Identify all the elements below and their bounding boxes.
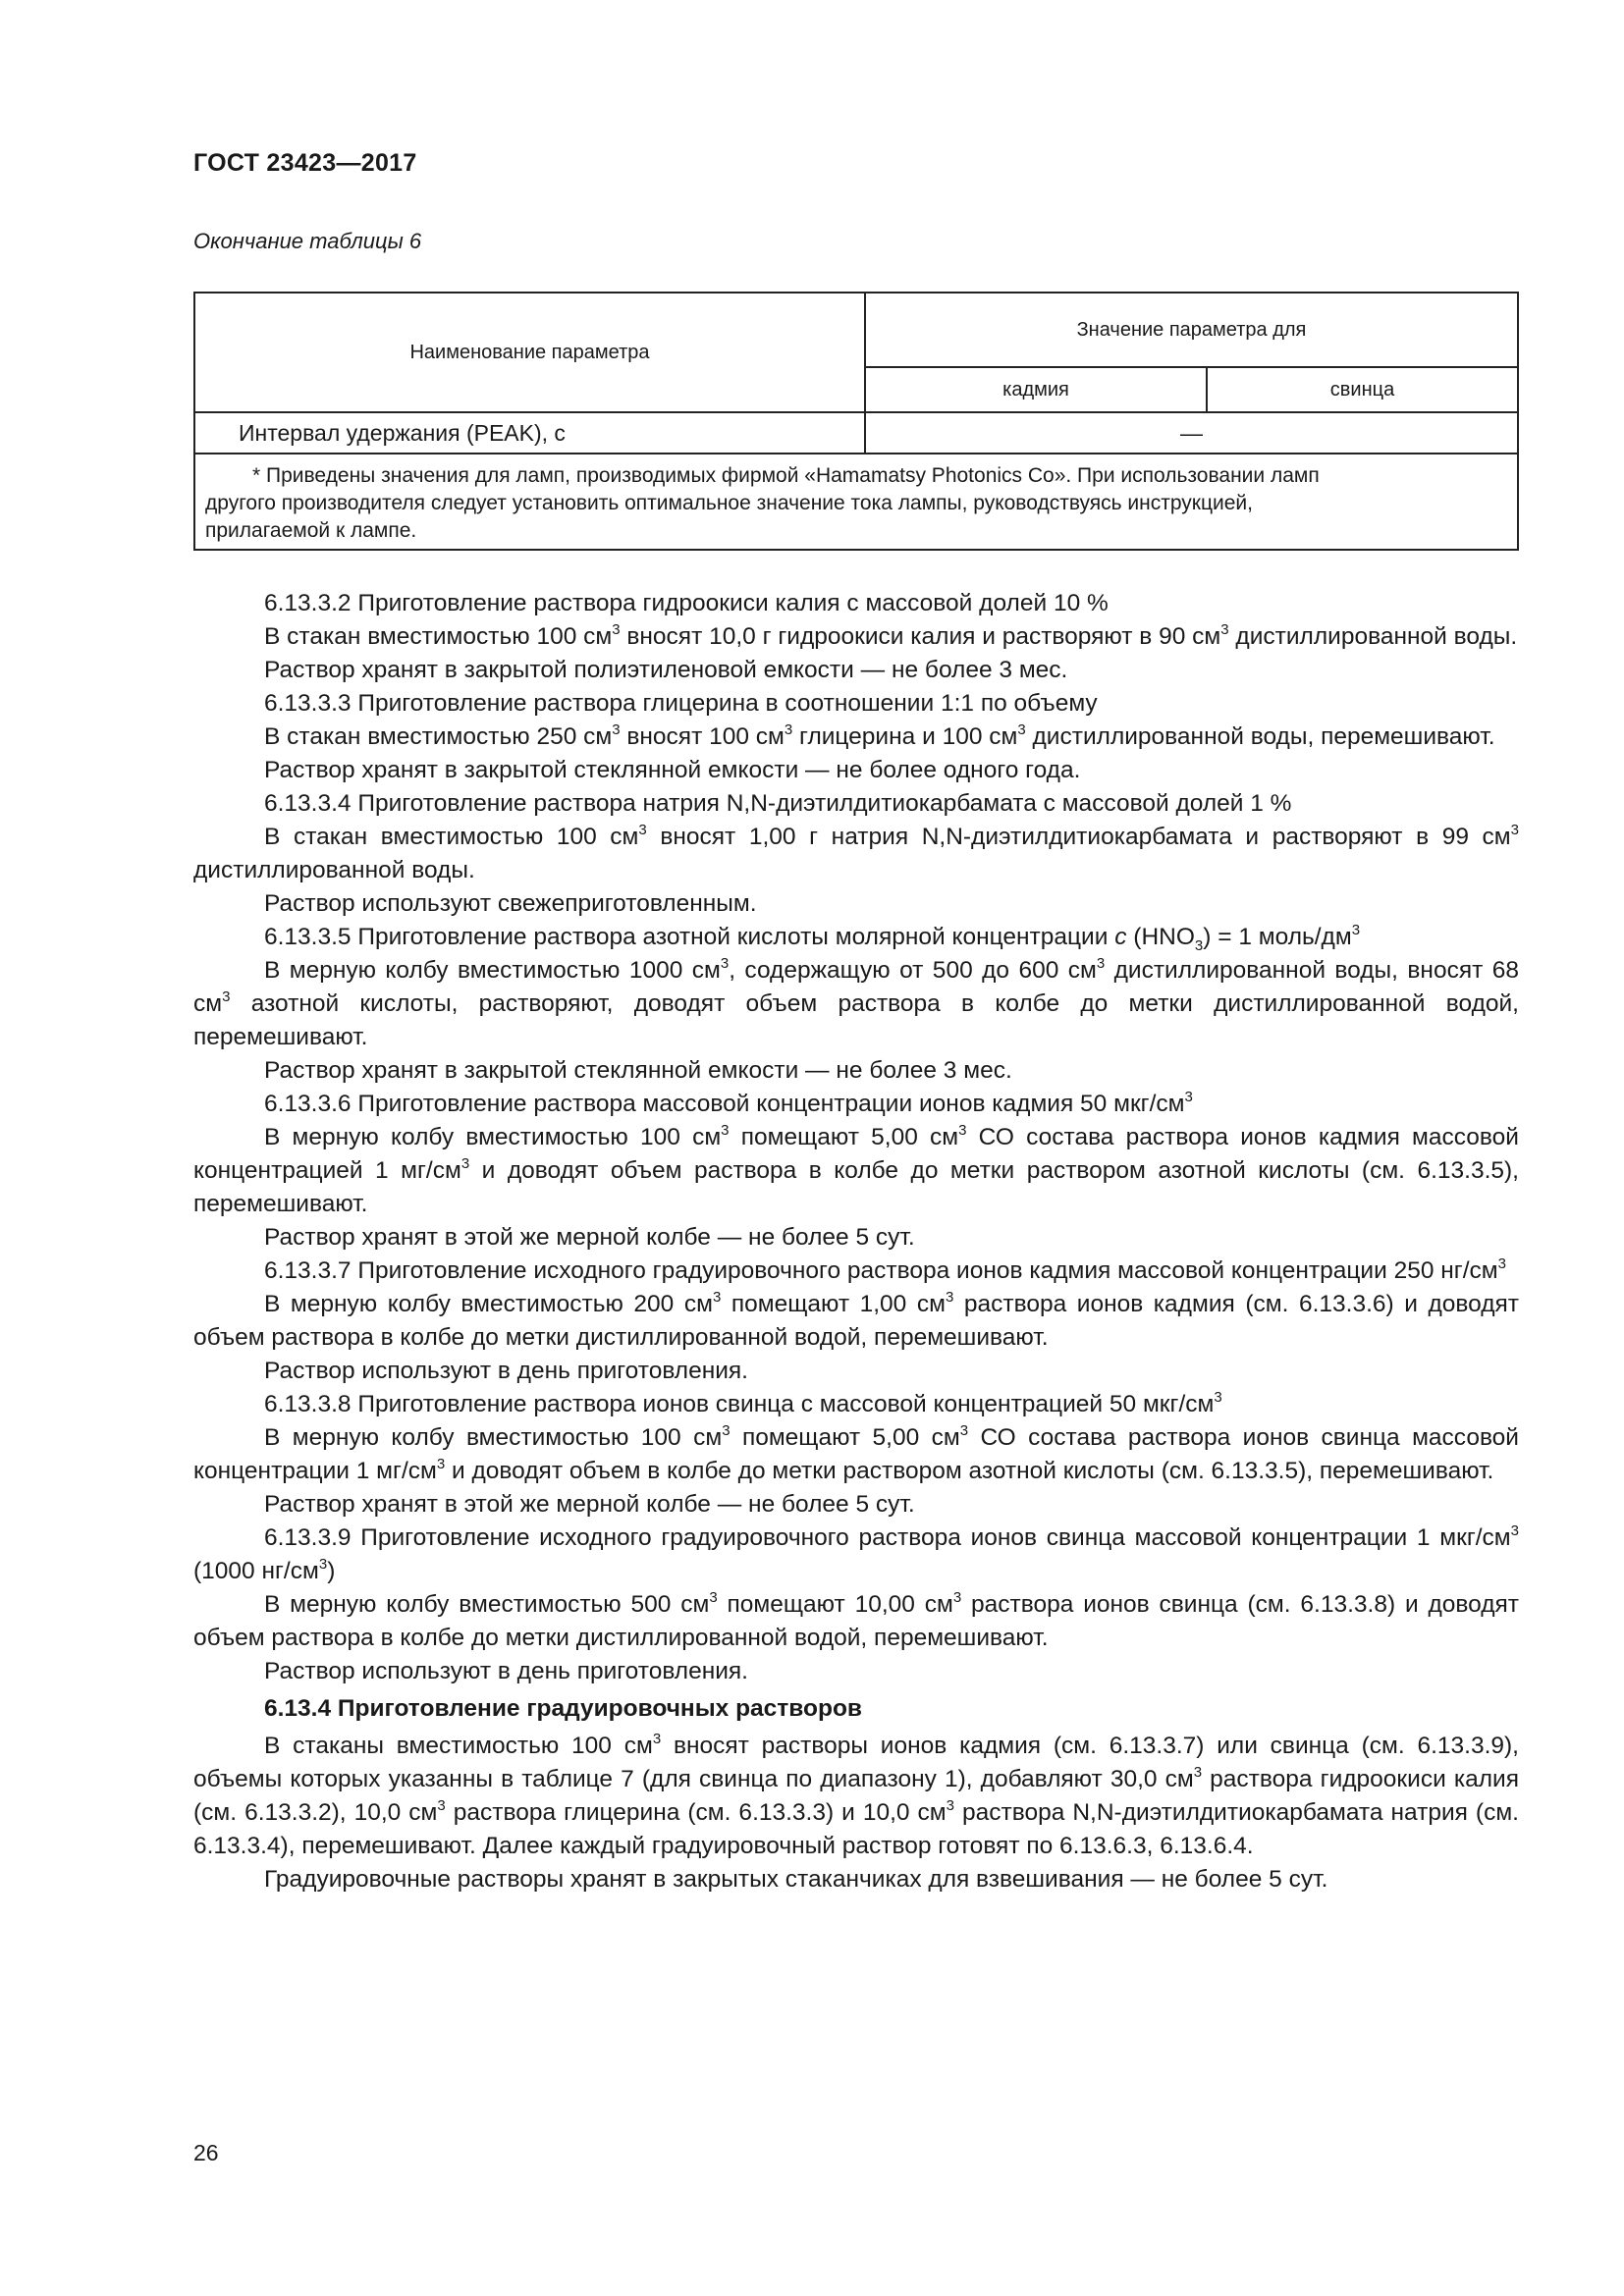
paragraph: В мерную колбу вместимостью 200 $см^3$ помещают 1,00 $см^3$ раствора ионов кадмия (см. 6.13.3.6) и доводят объем раствора в колбе до метки дистиллированной водой, перемешивают. [193, 1289, 1520, 1351]
header-cadmium: кадмия [865, 367, 1207, 412]
paragraph: В стаканы вместимостью 100 $см^3$ вносят растворы ионов кадмия (см. 6.13.3.7) или свинца (см. 6.13.3.9), объемы которых указанны в таблице 7 (для свинца по диапазону 1), добавляют 30,0 $см^3$ раствора гидроокиси калия (см. 6.13.3.2), 10,0 $см^3$ раствора глицерина (см. 6.13.3.3) и 10,0 $см^3$ раствора N,N-диэтилдитиокарбамата натрия (см. 6.13.3.4), перемешивают. Далее каждый градуировочный раствор готовят по 6.13.6.3, 6.13.6.4. [193, 1731, 1519, 1859]
paragraph: В мерную колбу вместимостью 1000 $см^3$, содержащую от 500 до 600 $см^3$ дистиллированной воды, вносят 68 $см^3$ азотной кислоты, растворяют, доводят объем раствора в колбе до метки дистиллированной водой, перемешивают. [193, 955, 1519, 1050]
paragraph: Раствор хранят в этой же мерной колбе — не более 5 сут. [264, 1491, 915, 1518]
row-param-name: Интервал удержания (PEAK), с [194, 412, 865, 454]
footnote-line: другого производителя следует установить оптимальное значение тока лампы, руководствуясь инструкцией, [205, 492, 1254, 514]
header-lead: свинца [1207, 367, 1518, 412]
document-header: ГОСТ 23423—2017 [193, 149, 417, 177]
paragraph: Раствор хранят в закрытой стеклянной емкости — не более одного года. [264, 757, 1081, 783]
paragraph: Градуировочные растворы хранят в закрытых стаканчиках для взвешивания — не более 5 сут. [264, 1866, 1328, 1893]
paragraph: 6.13.3.9 Приготовление исходного градуировочного раствора ионов свинца массовой концентрации 1 мкг/$см^3$ (1000 $нг/см^3$) [193, 1522, 1519, 1584]
table-row [194, 412, 1518, 454]
paragraph: 6.13.3.7 Приготовление исходного градуировочного раствора ионов кадмия массовой концентрации 250 $нг/см^3$ [264, 1255, 1506, 1284]
paragraph: В стакан вместимостью 250 $см^3$ вносят 100 $см^3$ глицерина и 100 $см^3$ дистиллированной воды, перемешивают. [264, 721, 1495, 750]
header-value-group: Значение параметра для [865, 293, 1518, 367]
header-param-name: Наименование параметра [194, 293, 865, 412]
table-footnote [194, 454, 1518, 550]
paragraph: Раствор хранят в закрытой полиэтиленовой емкости — не более 3 мес. [264, 657, 1068, 683]
paragraph: Раствор используют свежеприготовленным. [264, 890, 757, 917]
section-heading: 6.13.4 Приготовление градуировочных растворов [264, 1695, 862, 1722]
footnote-line: прилагаемой к лампе. [205, 519, 417, 542]
row-param-value: — [865, 412, 1518, 454]
paragraph: В мерную колбу вместимостью 100 $см^3$ помещают 5,00 $см^3$ СО состава раствора ионов кадмия массовой концентрацией 1 $мг/см^3$ и доводят объем раствора в колбе до метки раствором азотной кислоты (см. 6.13.3.5), перемешивают. [193, 1122, 1519, 1217]
document-body [193, 587, 1519, 1896]
paragraph: В стакан вместимостью 100 $см^3$ вносят 1,00 г натрия N,N-диэтилдитиокарбамата и растворяют в 99 $см^3$ дистиллированной воды. [193, 822, 1519, 883]
paragraph: В мерную колбу вместимостью 100 $см^3$ помещают 5,00 $см^3$ СО состава раствора ионов свинца массовой концентрации 1 $мг/см^3$ и доводят объем в колбе до метки раствором азотной кислоты (см. 6.13.3.5), перемешивают. [193, 1422, 1519, 1484]
paragraph: 6.13.3.4 Приготовление раствора натрия N,N-диэтилдитиокарбамата с массовой долей 1 % [264, 790, 1292, 817]
paragraph: 6.13.3.2 Приготовление раствора гидроокиси калия с массовой долей 10 % [264, 590, 1109, 616]
paragraph: Раствор хранят в этой же мерной колбе — не более 5 сут. [264, 1224, 915, 1251]
paragraph: В мерную колбу вместимостью 500 $см^3$ помещают 10,00 $см^3$ раствора ионов свинца (см. 6.13.3.8) и доводят объем раствора в колбе до метки дистиллированной водой, перемешивают. [193, 1589, 1520, 1651]
paragraph: 6.13.3.5 Приготовление раствора азотной кислоты молярной концентрации с $(HNO_3) = 1$ моль/$дм^3$ [264, 922, 1361, 954]
footnote-line: * Приведены значения для ламп, производимых фирмой «Hamamatsy Photonics Co». При использовании ламп [252, 464, 1320, 487]
paragraph: Раствор используют в день приготовления. [264, 1358, 748, 1384]
table-caption: Окончание таблицы 6 [193, 229, 422, 253]
paragraph: Раствор используют в день приготовления. [264, 1658, 748, 1684]
page-number: 26 [193, 2140, 219, 2165]
parameters-table [193, 292, 1519, 551]
paragraph: 6.13.3.6 Приготовление раствора массовой концентрации ионов кадмия 50 мкг/$см^3$ [264, 1089, 1193, 1117]
paragraph: 6.13.3.3 Приготовление раствора глицерина в соотношении 1:1 по объему [264, 690, 1098, 717]
paragraph: Раствор хранят в закрытой стеклянной емкости — не более 3 мес. [264, 1057, 1012, 1084]
paragraph: В стакан вместимостью 100 $см^3$ вносят 10,0 г гидроокиси калия и растворяют в 90 $см^3$ дистиллированной воды. [264, 621, 1518, 650]
paragraph: 6.13.3.8 Приготовление раствора ионов свинца с массовой концентрацией 50 мкг/$см^3$ [264, 1389, 1222, 1417]
